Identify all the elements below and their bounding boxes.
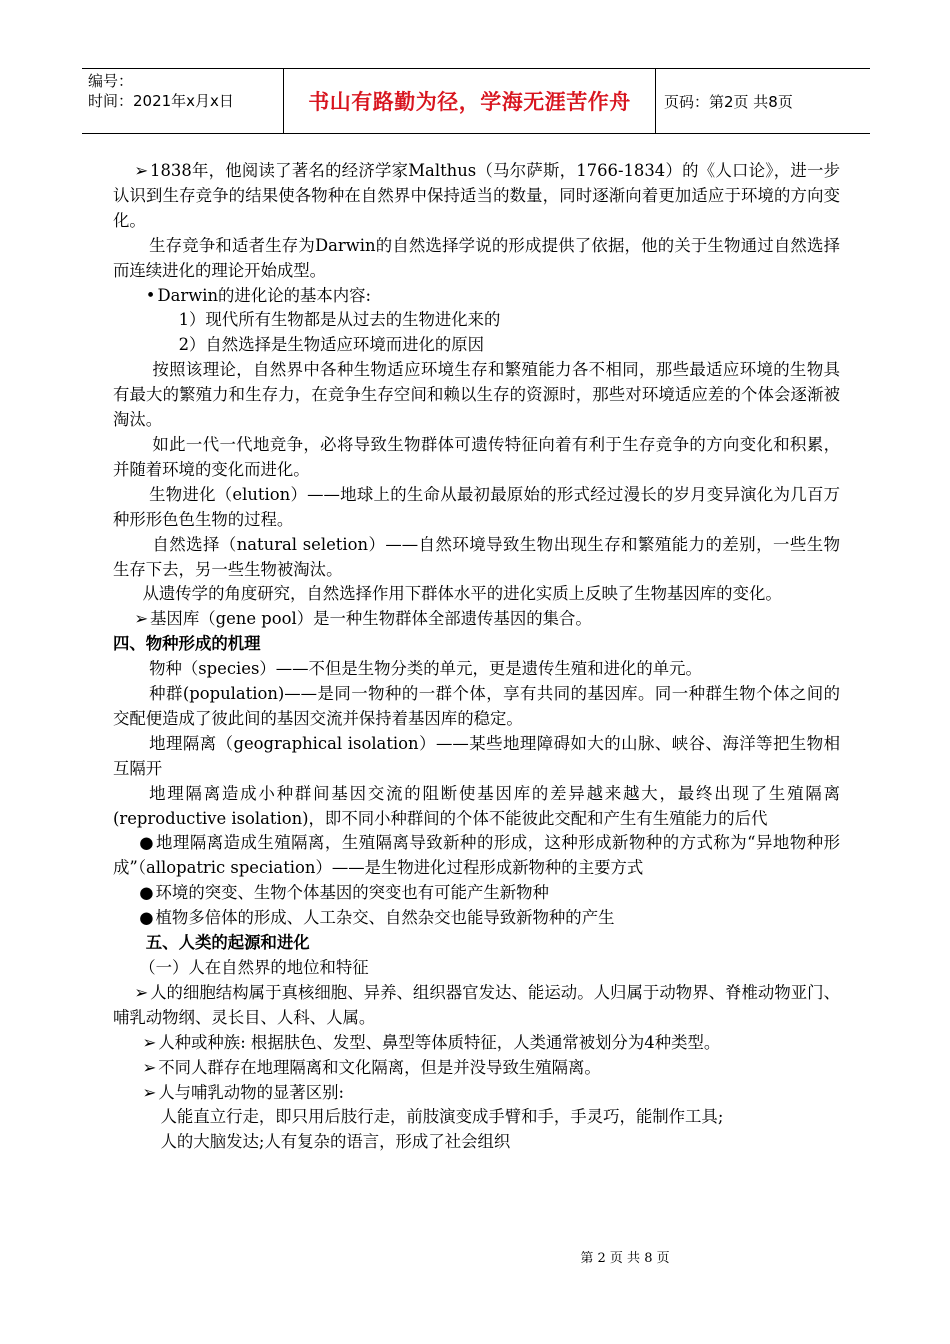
paragraph: ➢ 基因库（gene pool）是一种生物群体全部遗传基因的集合。 — [134, 609, 592, 629]
circle-bullet-icon: ● — [139, 833, 155, 853]
document-body — [113, 159, 840, 1155]
arrow-bullet-icon: ➢ — [134, 161, 149, 180]
paragraph: 如此一代一代地竞争，必将导致生物群体可遗传特征向着有利于生存竞争的方向变化和积累，并随着环境的变化而进化。 — [113, 434, 840, 479]
arrow-bullet-icon: ➢ — [142, 1032, 157, 1052]
paragraph: ➢ 不同人群存在地理隔离和文化隔离，但是并没导致生殖隔离。 — [142, 1057, 601, 1077]
paragraph: ● 地理隔离造成生殖隔离，生殖隔离导致新种的形成，这种形成新物种的方式称为“异地物种形成”（allopatric speciation）——是生物进化过程形成新物种的主要方式 — [113, 833, 840, 878]
section-heading: 五、人类的起源和进化 — [145, 933, 310, 953]
paragraph: 物种（species）——不但是生物分类的单元，更是遗传生殖和进化的单元。 — [149, 659, 702, 679]
paragraph: （一）人在自然界的地位和特征 — [139, 958, 369, 977]
page-header — [82, 68, 870, 134]
paragraph: 2）自然选择是生物适应环境而进化的原因 — [178, 335, 485, 355]
paragraph: 生物进化（elution）——地球上的生命从最初最原始的形式经过漫长的岁月变异演化为几百万种形形色色生物的过程。 — [113, 484, 840, 529]
paragraph: 人的大脑发达;人有复杂的语言，形成了社会组织 — [160, 1132, 511, 1152]
paragraph: 人能直立行走，即只用后肢行走，前肢演变成手臂和手，手灵巧，能制作工具; — [160, 1107, 724, 1127]
arrow-bullet-icon: ➢ — [142, 1082, 157, 1102]
arrow-bullet-icon: ➢ — [142, 1057, 157, 1077]
paragraph: • Darwin的进化论的基本内容: — [145, 285, 372, 305]
arrow-bullet-icon: ➢ — [134, 982, 149, 1002]
paragraph: 生存竞争和适者生存为Darwin的自然选择学说的形成提供了依据，他的关于生物通过自然选择而连续进化的理论开始成型。 — [113, 235, 840, 280]
paragraph: 地理隔离（geographical isolation）——某些地理障碍如大的山脉、峡谷、海洋等把生物相互隔开 — [113, 733, 840, 778]
circle-bullet-icon: ● — [139, 908, 154, 928]
doc-date-label: 时间：2021年x月x日 — [88, 92, 234, 110]
paragraph: ● 植物多倍体的形成、人工杂交、自然杂交也能导致新物种的产生 — [139, 908, 615, 928]
paragraph: ➢ 人与哺乳动物的显著区别: — [142, 1082, 345, 1102]
paragraph: 自然选择（natural seletion）——自然环境导致生物出现生存和繁殖能力的差别，一些生物生存下去，另一些生物被淘汰。 — [113, 534, 840, 579]
paragraph: 种群(population)——是同一物种的一群个体，享有共同的基因库。同一种群生物个体之间的交配便造成了彼此间的基因交流并保持着基因库的稳定。 — [113, 684, 840, 728]
section-heading: 四、物种形成的机理 — [113, 634, 261, 654]
header-motto: 书山有路勤为径，学海无涯苦作舟 — [284, 69, 656, 133]
doc-number-label: 编号： — [88, 72, 134, 90]
circle-bullet-icon: ● — [139, 883, 154, 903]
paragraph: 按照该理论，自然界中各种生物适应环境生存和繁殖能力各不相同，那些最适应环境的生物具有最大的繁殖力和生存力，在竞争生存空间和赖以生存的资源时，那些对环境适应差的个体会逐渐被淘汰。 — [113, 360, 840, 430]
paragraph: ● 环境的突变、生物个体基因的突变也有可能产生新物种 — [139, 883, 549, 903]
page-footer: 第 2 页 共 8 页 — [580, 1251, 670, 1266]
paragraph: ➢ 1838年，他阅读了著名的经济学家Malthus（马尔萨斯，1766-1834）的《人口论》，进一步认识到生存竞争的结果使各物种在自然界中保持适当的数量，同时逐渐向着更加适应于环境的方向变化。 — [113, 161, 840, 230]
dot-bullet-icon: • — [145, 285, 156, 305]
arrow-bullet-icon: ➢ — [134, 609, 149, 629]
paragraph: 1）现代所有生物都是从过去的生物进化来的 — [178, 310, 501, 330]
header-page-label: 页码：第2页 共8页 — [664, 92, 793, 111]
paragraph: ➢ 人的细胞结构属于真核细胞、异养、组织器官发达、能运动。人归属于动物界、脊椎动物亚门、哺乳动物纲、灵长目、人科、人属。 — [113, 982, 840, 1027]
paragraph: ➢ 人种或种族: 根据肤色、发型、鼻型等体质特征，人类通常被划分为4种类型。 — [142, 1032, 721, 1052]
paragraph: 从遗传学的角度研究，自然选择作用下群体水平的进化实质上反映了生物基因库的变化。 — [142, 584, 782, 604]
paragraph: 地理隔离造成小种群间基因交流的阻断使基因库的差异越来越大，最终出现了生殖隔离(reproductive isolation)，即不同小种群间的个体不能彼此交配和产生有生殖能力的后代 — [113, 783, 840, 828]
header-meta — [82, 69, 284, 133]
